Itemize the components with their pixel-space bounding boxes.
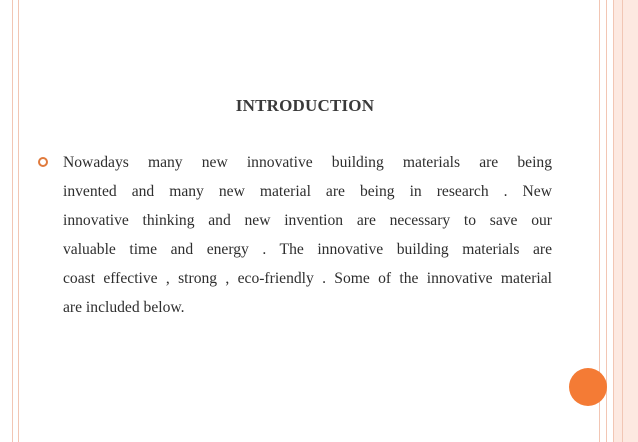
bullet-circle-icon <box>38 157 48 167</box>
paragraph-line: coast effective , strong , eco-friendly . Some of the innovative material <box>63 270 552 287</box>
right-decorative-band <box>613 0 638 442</box>
left-border-line <box>12 0 13 442</box>
left-border-line <box>18 0 19 442</box>
paragraph-line: innovative thinking and new invention are necessary to save our <box>63 212 552 229</box>
right-band-line <box>622 0 623 442</box>
paragraph-line: valuable time and energy . The innovative building materials are <box>63 241 552 258</box>
paragraph-line: Nowadays many new innovative building materials are being <box>63 154 552 171</box>
slide-title: INTRODUCTION <box>235 96 375 115</box>
paragraph-line: invented and many new material are being in research . New <box>63 183 552 200</box>
orange-circle-decoration <box>569 368 607 406</box>
bullet-paragraph <box>63 148 552 322</box>
paragraph-line: are included below. <box>63 299 185 316</box>
right-border-line <box>606 0 607 442</box>
